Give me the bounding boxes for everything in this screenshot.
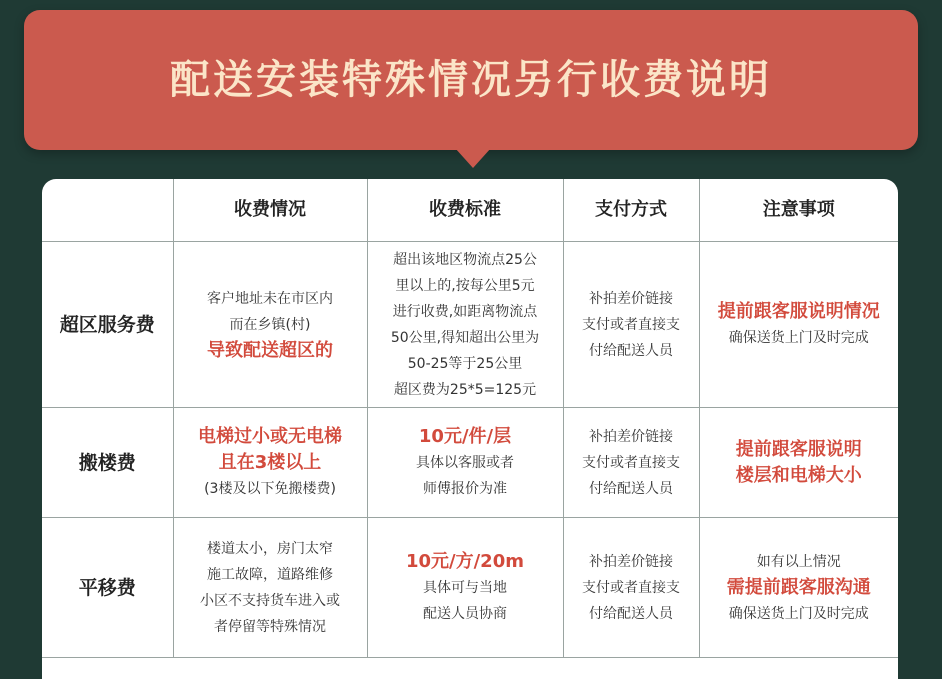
situation-highlight: 电梯过小或无电梯 [198, 425, 342, 447]
notes-line: 如有以上情况 [756, 553, 841, 570]
situation-line: 小区不支持货车进入或 [200, 592, 340, 609]
page-title: 配送安装特殊情况另行收费说明 [170, 56, 772, 103]
standard-line: 超区费为25*5=125元 [393, 381, 537, 398]
header-situation: 收费情况 [173, 179, 367, 242]
title-banner [24, 10, 918, 150]
notes-highlight: 提前跟客服说明 [735, 438, 862, 460]
situation-cell [173, 518, 367, 658]
table-header-row [42, 179, 898, 242]
header-payment: 支付方式 [563, 179, 699, 242]
notes-cell [699, 518, 898, 658]
situation-line: 者停留等特殊情况 [214, 618, 326, 635]
notes-line: 确保送货上门及时完成 [728, 605, 869, 622]
payment-line: 补拍差价链接 [589, 428, 673, 445]
payment-line: 支付或者直接支 [582, 579, 680, 596]
header-notes: 注意事项 [699, 179, 898, 242]
standard-highlight: 10元/方/20m [405, 550, 524, 572]
header-empty [42, 179, 173, 242]
payment-line: 支付或者直接支 [582, 454, 680, 471]
table-row [42, 408, 898, 518]
payment-line: 支付或者直接支 [582, 316, 680, 333]
standard-line: 具体可与当地 [423, 579, 507, 596]
row-title: 平移费 [42, 518, 173, 658]
standard-line: 50公里,得知超出公里为 [390, 329, 540, 346]
notes-cell [699, 242, 898, 408]
standard-line: 里以上的,按每公里5元 [395, 277, 535, 294]
situation-cell [173, 408, 367, 518]
table-row [42, 242, 898, 408]
situation-line: (3楼及以下免搬楼费) [204, 480, 336, 497]
notes-highlight: 需提前跟客服沟通 [726, 576, 871, 598]
payment-line: 付给配送人员 [589, 605, 673, 622]
payment-cell [563, 408, 699, 518]
standard-cell [367, 408, 563, 518]
standard-highlight: 10元/件/层 [418, 425, 512, 447]
standard-line: 配送人员协商 [423, 605, 507, 622]
payment-line: 付给配送人员 [589, 480, 673, 497]
situation-line: 楼道太小，房门太窄 [207, 540, 333, 557]
standard-line: 50-25等于25公里 [407, 355, 523, 372]
situation-highlight: 导致配送超区的 [207, 339, 333, 361]
standard-cell [367, 242, 563, 408]
fee-table-container [42, 179, 898, 679]
row-title: 搬楼费 [42, 408, 173, 518]
payment-cell [563, 518, 699, 658]
standard-line: 进行收费,如距离物流点 [392, 303, 538, 320]
payment-line: 补拍差价链接 [589, 290, 673, 307]
situation-line: 而在乡镇(村) [229, 316, 311, 333]
notes-line: 确保送货上门及时完成 [728, 329, 869, 346]
notes-cell [699, 408, 898, 518]
standard-line: 超出该地区物流点25公 [393, 251, 537, 268]
notes-highlight: 楼层和电梯大小 [735, 464, 862, 486]
table-row [42, 518, 898, 658]
standard-cell [367, 518, 563, 658]
situation-highlight: 且在3楼以上 [218, 451, 322, 473]
banner-pointer [455, 148, 491, 168]
payment-line: 补拍差价链接 [589, 553, 673, 570]
header-standard: 收费标准 [367, 179, 563, 242]
situation-cell [173, 242, 367, 408]
fee-table [42, 179, 898, 658]
payment-line: 付给配送人员 [589, 342, 673, 359]
payment-cell [563, 242, 699, 408]
row-title: 超区服务费 [42, 242, 173, 408]
situation-line: 客户地址未在市区内 [207, 290, 333, 307]
standard-line: 具体以客服或者 [416, 454, 514, 471]
standard-line: 师傅报价为准 [423, 480, 507, 497]
situation-line: 施工故障，道路维修 [207, 566, 333, 583]
notes-highlight: 提前跟客服说明情况 [717, 300, 880, 322]
